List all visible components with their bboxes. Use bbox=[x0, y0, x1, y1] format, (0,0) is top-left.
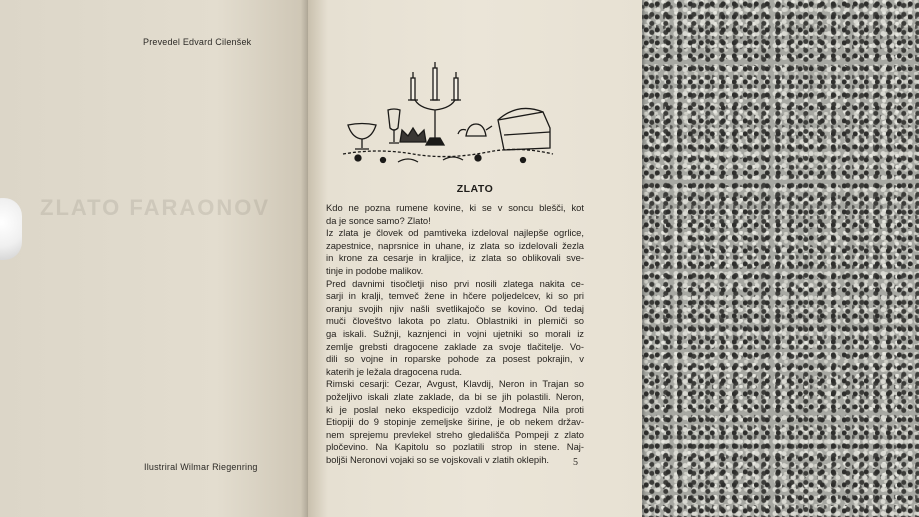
text-line: boljši Neronovi vojaki so se vojskovali v zlatih oklepih. bbox=[326, 453, 550, 465]
text-line: zapestnice, naprsnice in uhane, iz zlata so izdelovali žezla bbox=[326, 239, 584, 251]
text-line: muči človeštvo lakota po zlatu. Oblastniki in plemiči so bbox=[326, 315, 584, 327]
treasure-illustration bbox=[338, 50, 558, 170]
text-line: poželjivo iskali zlate zaklade, da bi se jih polastili. Neron, bbox=[326, 390, 584, 402]
text-line: sarji in kralji, temveč žene in hčere poljedelcev, ki so pri bbox=[326, 290, 584, 302]
text-line: tinje in podobe malikov. bbox=[326, 264, 424, 276]
text-line: oranju svojih njiv našli svetlikajočo se kovino. Od tedaj bbox=[326, 302, 584, 314]
illustrator-credit: Ilustriral Wilmar Riegenring bbox=[144, 462, 258, 472]
text-line: Pred davnimi tisočletji niso prvi nosili zlatega nakita ce- bbox=[326, 277, 584, 289]
body-text bbox=[326, 202, 584, 466]
text-line: Iz zlata je človek od pamtiveka izdeloval najlepše ogrlice, bbox=[326, 227, 584, 239]
text-line: in krone za cesarje in kraljice, iz zlata so oblikovali sve- bbox=[326, 252, 584, 264]
text-line: Etiopiji do 9 stopinje zemeljske širine, je ob nekem držav- bbox=[326, 416, 584, 428]
right-page bbox=[308, 0, 642, 517]
text-line: ki je poslal neko ekspedicijo vzdolž Modrega Nila proti bbox=[326, 403, 584, 415]
show-through-text: ZLATO FARAONOV bbox=[40, 195, 271, 220]
left-page bbox=[0, 0, 310, 517]
thumb bbox=[0, 198, 22, 260]
granite-background bbox=[600, 0, 919, 517]
translator-credit: Prevedel Edvard Cilenšek bbox=[143, 37, 252, 47]
text-line: pločevino. Na Kapitolu so pozlatili strop in stene. Naj- bbox=[326, 441, 584, 453]
page-number: 5 bbox=[573, 457, 578, 468]
chapter-title: ZLATO bbox=[456, 183, 494, 195]
text-line: zemlje grebsti dragocene zaklade za svoje tlačitelje. Vo- bbox=[326, 340, 584, 352]
text-line: Rimski cesarji: Cezar, Avgust, Klavdij, Neron in Trajan so bbox=[326, 378, 584, 390]
text-line: Kdo ne pozna rumene kovine, ki se v soncu blešči, kot bbox=[326, 202, 584, 213]
text-line: nem sprejemu prevlekel streho gledališča Pompeji z zlato bbox=[326, 428, 584, 440]
text-line: ga iskali. Sužnji, kaznjenci in vojni ujetniki so morali iz bbox=[326, 327, 584, 339]
text-line: da je sonce samo? Zlato! bbox=[326, 214, 431, 226]
text-line: katerih je ležala dragocena ruda. bbox=[326, 365, 463, 377]
text-line: dili so vojne in roparske pohode za posest pokrajin, v bbox=[326, 353, 584, 365]
